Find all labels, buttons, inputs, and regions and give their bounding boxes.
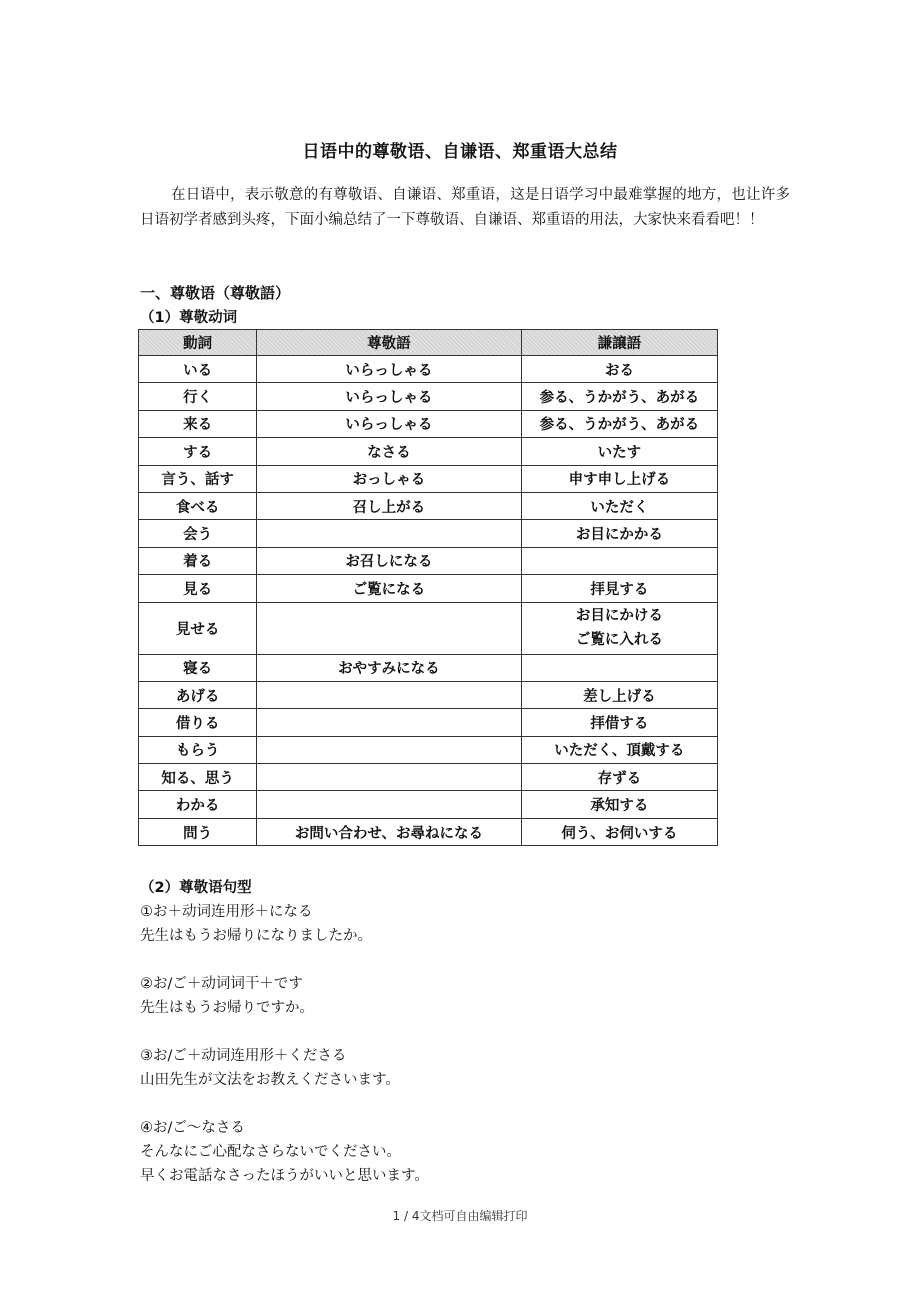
header-sonkeigo: 尊敬語 xyxy=(257,330,521,356)
verb-cell: 着る xyxy=(139,547,257,574)
pattern-item xyxy=(140,1116,800,1188)
table-row xyxy=(139,818,718,845)
sonkeigo-cell: お召しになる xyxy=(257,547,521,574)
verb-cell: 知る、思う xyxy=(139,764,257,791)
kenjougo-cell: 拝借する xyxy=(521,709,717,736)
pattern-item xyxy=(140,1044,800,1092)
table-row xyxy=(139,356,718,383)
kenjougo-cell: 拝見する xyxy=(521,575,717,602)
verb-cell: あげる xyxy=(139,681,257,708)
kenjougo-cell: 参る、うかがう、あがる xyxy=(521,410,717,437)
kenjougo-cell: 差し上げる xyxy=(521,681,717,708)
sonkeigo-cell: ご覧になる xyxy=(257,575,521,602)
verb-cell: 借りる xyxy=(139,709,257,736)
pattern-list xyxy=(140,900,800,1212)
subheading-respect-verbs: （1）尊敬动词 xyxy=(140,310,238,326)
table-header-row xyxy=(139,330,718,356)
kenjougo-cell xyxy=(521,547,717,574)
verb-cell: 見せる xyxy=(139,602,257,654)
kenjougo-cell: いただく xyxy=(521,492,717,519)
verb-cell: 言う、話す xyxy=(139,465,257,492)
table-row xyxy=(139,736,718,763)
sonkeigo-cell xyxy=(257,681,521,708)
sonkeigo-cell xyxy=(257,791,521,818)
kenjougo-cell: 参る、うかがう、あがる xyxy=(521,383,717,410)
header-kenjougo: 謙譲語 xyxy=(521,330,717,356)
table-row xyxy=(139,791,718,818)
table-row xyxy=(139,410,718,437)
pattern-form: ②お/ご＋动词词干＋です xyxy=(140,976,303,992)
table-row xyxy=(139,764,718,791)
page-title: 日语中的尊敬语、自谦语、郑重语大总结 xyxy=(302,142,618,162)
pattern-form: ③お/ご＋动词连用形＋くださる xyxy=(140,1048,347,1064)
cell-line: お目にかける xyxy=(575,608,663,625)
table-row xyxy=(139,575,718,602)
table-row xyxy=(139,681,718,708)
pattern-form: ①お＋动词连用形＋になる xyxy=(140,904,313,920)
table-row xyxy=(139,438,718,465)
verb-cell: 問う xyxy=(139,818,257,845)
table-row xyxy=(139,465,718,492)
kenjougo-cell xyxy=(521,602,717,654)
pattern-example: そんなにご心配なさらないでください。 xyxy=(140,1144,401,1160)
pattern-form: ④お/ご～なさる xyxy=(140,1120,245,1136)
subheading-respect-patterns: （2）尊敬语句型 xyxy=(140,880,252,896)
table-row xyxy=(139,383,718,410)
verb-cell: 寝る xyxy=(139,654,257,681)
pattern-example: 山田先生が文法をお教えくださいます。 xyxy=(140,1072,400,1088)
sonkeigo-cell: いらっしゃる xyxy=(257,410,521,437)
verb-cell: 行く xyxy=(139,383,257,410)
kenjougo-cell: 存ずる xyxy=(521,764,717,791)
page-footer: 1 / 4文档可自由编辑打印 xyxy=(392,1209,528,1223)
kenjougo-cell: いただく、頂戴する xyxy=(521,736,717,763)
kenjougo-cell: お目にかかる xyxy=(521,520,717,547)
sonkeigo-cell: おっしゃる xyxy=(257,465,521,492)
sonkeigo-cell xyxy=(257,602,521,654)
cell-line: ご覧に入れる xyxy=(575,632,663,649)
table-row xyxy=(139,547,718,574)
table-row xyxy=(139,492,718,519)
sonkeigo-cell xyxy=(257,520,521,547)
table-row xyxy=(139,709,718,736)
honorific-verb-table xyxy=(138,329,718,846)
pattern-item xyxy=(140,900,800,948)
kenjougo-cell xyxy=(521,654,717,681)
pattern-item xyxy=(140,972,800,1020)
verb-cell: いる xyxy=(139,356,257,383)
table-body xyxy=(139,356,718,846)
intro-paragraph: 在日语中，表示敬意的有尊敬语、自谦语、郑重语，这是日语学习中最难掌握的地方，也让许多日语初学者感到头疼，下面小编总结了一下尊敬语、自谦语、郑重语的用法，大家快来看看吧！！ xyxy=(140,187,790,228)
sonkeigo-cell: いらっしゃる xyxy=(257,383,521,410)
sonkeigo-cell xyxy=(257,709,521,736)
verb-cell: わかる xyxy=(139,791,257,818)
verb-cell: 食べる xyxy=(139,492,257,519)
verb-cell: 来る xyxy=(139,410,257,437)
sonkeigo-cell: いらっしゃる xyxy=(257,356,521,383)
kenjougo-cell: 承知する xyxy=(521,791,717,818)
pattern-example: 先生はもうお帰りですか。 xyxy=(140,1000,314,1016)
sonkeigo-cell: なさる xyxy=(257,438,521,465)
table-row xyxy=(139,520,718,547)
verb-cell: もらう xyxy=(139,736,257,763)
kenjougo-cell: いたす xyxy=(521,438,717,465)
kenjougo-cell: 伺う、お伺いする xyxy=(521,818,717,845)
header-verb: 動詞 xyxy=(139,330,257,356)
sonkeigo-cell: おやすみになる xyxy=(257,654,521,681)
kenjougo-cell: おる xyxy=(521,356,717,383)
sonkeigo-cell xyxy=(257,764,521,791)
section-heading-respect: 一、尊敬语（尊敬語） xyxy=(140,284,291,302)
sonkeigo-cell: お問い合わせ、お尋ねになる xyxy=(257,818,521,845)
verb-cell: 会う xyxy=(139,520,257,547)
table-row xyxy=(139,654,718,681)
kenjougo-cell: 申す申し上げる xyxy=(521,465,717,492)
sonkeigo-cell xyxy=(257,736,521,763)
table-row xyxy=(139,602,718,654)
pattern-example: 先生はもうお帰りになりましたか。 xyxy=(140,928,372,944)
verb-cell: 見る xyxy=(139,575,257,602)
pattern-example: 早くお電話なさったほうがいいと思います。 xyxy=(140,1168,429,1184)
verb-cell: する xyxy=(139,438,257,465)
sonkeigo-cell: 召し上がる xyxy=(257,492,521,519)
